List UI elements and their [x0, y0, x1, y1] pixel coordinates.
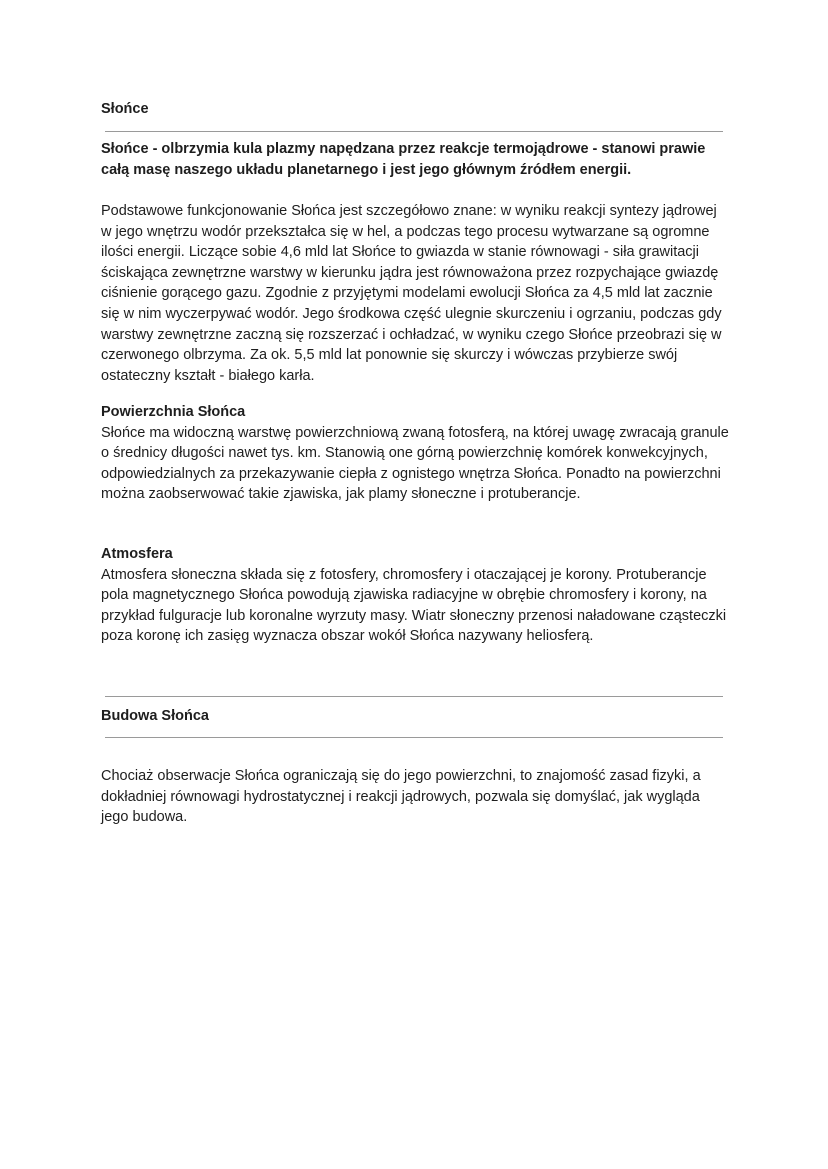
section-heading: Powierzchnia Słońca [101, 404, 246, 420]
horizontal-rule [105, 696, 723, 697]
section-surface [101, 402, 731, 505]
horizontal-rule [105, 737, 723, 738]
section-heading: Atmosfera [101, 546, 173, 562]
lead-paragraph: Słońce - olbrzymia kula plazmy napędzana przez reakcje termojądrowe - stanowi prawie całą masę naszego układu planetarnego i jest jego głównym źródłem energii. [101, 141, 706, 178]
budowa-paragraph: Chociaż obserwacje Słońca ograniczają się do jego powierzchni, to znajomość zasad fizyki, a dokładniej równowagi hydrostatycznej i reakcji jądrowych, pozwala się domyślać, jak wygląda jego budowa. [101, 768, 701, 826]
section-atmosphere [101, 544, 731, 647]
horizontal-rule [105, 131, 723, 132]
document-title: Słońce [101, 101, 149, 117]
section-body: Słońce ma widoczną warstwę powierzchniową zwaną fotosferą, na której uwagę zwracają granule o średnicy długości nawet tys. km. Stanowią one górną powierzchnię komórek konwekcyjnych, odpowiedzialnych za przekazywanie ciepła z ognistego wnętrza Słońca. Ponadto na powierzchni można zaobserwować takie zjawiska, jak plamy słoneczne i protuberancje. [101, 424, 729, 503]
intro-paragraph: Podstawowe funkcjonowanie Słońca jest szczegółowo znane: w wyniku reakcji syntezy jądrowej w jego wnętrzu wodór przekształca się w hel, a podczas tego procesu wytwarzane są ogromne ilości energii. Liczące sobie 4,6 mld lat Słońce to gwiazda w stanie równowagi - siła grawitacji ściskająca zewnętrzne warstwy w kierunku jądra jest równoważona przez rozpychające gwiazdę ciśnienie gorącego gazu. Zgodnie z przyjętymi modelami ewolucji Słońca za 4,5 mld lat zacznie się w nim wyczerpywać wodór. Jego środkowa część ulegnie skurczeniu i ogrzaniu, podczas gdy warstwy zewnętrzne zaczną się rozszerzać i ochładzać, w wyniku czego Słońce przeobrazi się w czerwonego olbrzyma. Za ok. 5,5 mld lat ponownie się skurczy i wówczas przybierze swój ostateczny kształt - białego karła. [101, 203, 722, 384]
budowa-heading: Budowa Słońca [101, 708, 209, 724]
section-body: Atmosfera słoneczna składa się z fotosfery, chromosfery i otaczającej je korony. Protuberancje pola magnetycznego Słońca powodują zjawiska radiacyjne w obrębie chromosfery i korony, na przykład fulguracje lub koronalne wyrzuty masy. Wiatr słoneczny przenosi naładowane cząsteczki poza koronę ich zasięg wyznacza obszar wokół Słońca nazywany heliosferą. [101, 566, 727, 645]
